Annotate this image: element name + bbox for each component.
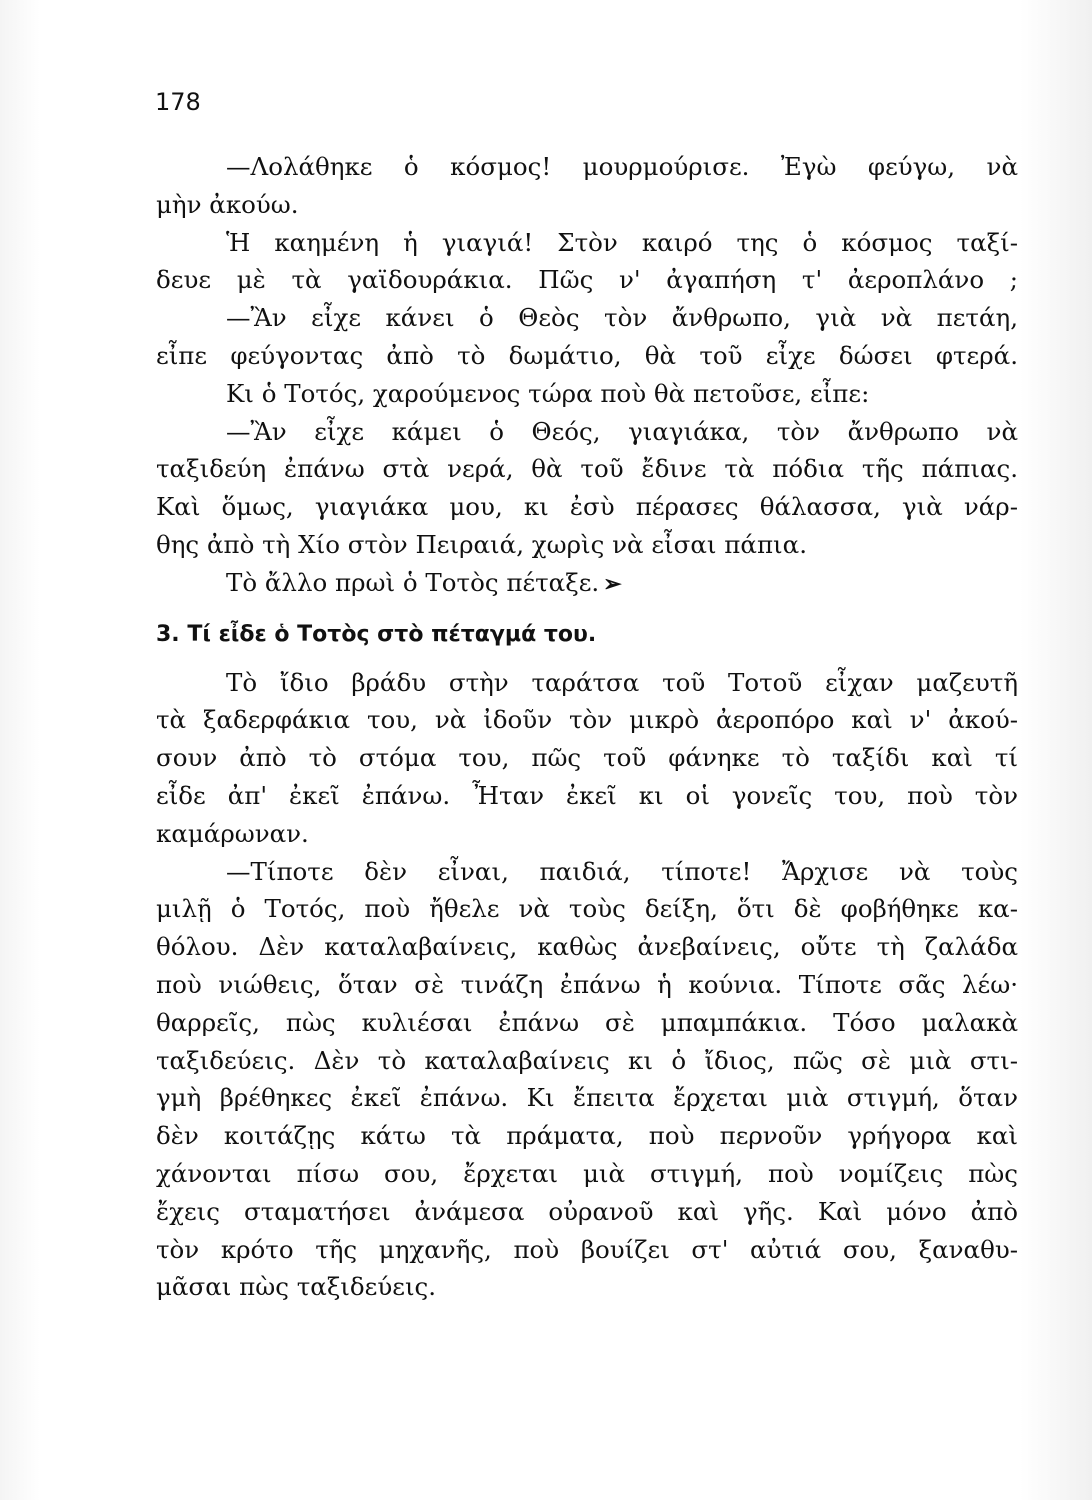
text-line: δὲν κοιτάζῃς κάτω τὰ πράματα, ποὺ περνοῦν γρήγορα καὶ <box>156 1121 1018 1151</box>
end-arrow-mark: ➢ <box>603 570 622 597</box>
text-line: —Ἂν εἶχε κάμει ὁ Θεός, γιαγιάκα, τὸν ἄνθρωπο νὰ <box>226 416 1018 446</box>
text-line: Τὸ ἄλλο πρωὶ ὁ Τοτὸς πέταξε. <box>226 567 600 597</box>
section-heading: 3. Τί εἶδε ὁ Τοτὸς στὸ πέταγμά του. <box>156 621 597 647</box>
text-line: Κι ὁ Τοτός, χαρούμενος τώρα ποὺ θὰ πετοῦσε, εἶπε: <box>226 378 870 408</box>
text-line: ἔχεις σταματήσει ἀνάμεσα οὐρανοῦ καὶ γῆς. Καὶ μόνο ἀπὸ <box>156 1196 1018 1226</box>
text-line: Τὸ ἴδιο βράδυ στὴν ταράτσα τοῦ Τοτοῦ εἶχαν μαζευτῆ <box>226 667 1018 697</box>
text-line: θης ἀπὸ τὴ Χίο στὸν Πειραιά, χωρὶς νὰ εἶσαι πάπια. <box>156 529 807 559</box>
text-line: τὰ ξαδερφάκια του, νὰ ἰδοῦν τὸν μικρὸ ἀεροπόρο καὶ ν' ἀκού- <box>156 705 1018 735</box>
text-line: σουν ἀπὸ τὸ στόμα του, πῶς τοῦ φάνηκε τὸ ταξίδι καὶ τί <box>156 743 1018 773</box>
text-line: μιλῇ ὁ Τοτός, ποὺ ἤθελε νὰ τοὺς δείξη, ὅτι δὲ φοβήθηκε κα- <box>156 894 1018 924</box>
text-line: Καὶ ὅμως, γιαγιάκα μου, κι ἐσὺ πέρασες θάλασσα, γιὰ νάρ- <box>156 492 1018 522</box>
text-line: ταξιδεύη ἐπάνω στὰ νερά, θὰ τοῦ ἔδινε τὰ πόδια τῆς πάπιας. <box>156 454 1018 484</box>
text-line: —Ἂν εἶχε κάνει ὁ Θεὸς τὸν ἄνθρωπο, γιὰ νὰ πετάη, <box>226 303 1018 333</box>
text-line: δευε μὲ τὰ γαϊδουράκια. Πῶς ν' ἀγαπήση τ' ἀεροπλάνο ; <box>156 265 1018 295</box>
text-line: εἶπε φεύγοντας ἀπὸ τὸ δωμάτιο, θὰ τοῦ εἶχε δώσει φτερά. <box>156 340 1018 370</box>
text-line: εἶδε ἀπ' ἐκεῖ ἐπάνω. Ἦταν ἐκεῖ κι οἱ γονεῖς του, ποὺ τὸν <box>156 780 1018 810</box>
text-line: μὴν ἀκούω. <box>156 189 299 219</box>
text-line: χάνονται πίσω σου, ἔρχεται μιὰ στιγμή, ποὺ νομίζεις πὼς <box>156 1158 1018 1188</box>
text-line: —Λολάθηκε ὁ κόσμος! μουρμούρισε. Ἐγὼ φεύγω, νὰ <box>226 152 1018 181</box>
text-line: θαρρεῖς, πὼς κυλιέσαι ἐπάνω σὲ μπαμπάκια. Τόσο μαλακὰ <box>156 1007 1018 1037</box>
text-line: θόλου. Δὲν καταλαβαίνεις, καθὼς ἀνεβαίνεις, οὔτε τὴ ζαλάδα <box>156 932 1018 962</box>
text-line: μᾶσαι πὼς ταξιδεύεις. <box>156 1272 437 1302</box>
text-line: ταξιδεύεις. Δὲν τὸ καταλαβαίνεις κι ὁ ἴδιος, πῶς σὲ μιὰ στι- <box>156 1045 1018 1075</box>
text-line: τὸν κρότο τῆς μηχανῆς, ποὺ βουίζει στ' αὐτιά σου, ξαναθυ- <box>156 1234 1018 1264</box>
paragraph-end-line <box>156 564 1018 602</box>
text-line: καμάρωναν. <box>156 818 309 848</box>
text-line: Ἡ καημένη ἡ γιαγιά! Στὸν καιρό της ὁ κόσμος ταξί- <box>226 227 1018 257</box>
page-number: 178 <box>155 88 201 116</box>
text-line: —Τίποτε δὲν εἶναι, παιδιά, τίποτε! Ἄρχισε νὰ τοὺς <box>226 856 1018 886</box>
text-line: ποὺ νιώθεις, ὅταν σὲ τινάζη ἐπάνω ἡ κούνια. Τίποτε σᾶς λέω· <box>156 969 1018 999</box>
body-text <box>156 148 1018 1306</box>
text-line: γμὴ βρέθηκες ἐκεῖ ἐπάνω. Κι ἔπειτα ἔρχεται μιὰ στιγμή, ὅταν <box>156 1083 1018 1113</box>
